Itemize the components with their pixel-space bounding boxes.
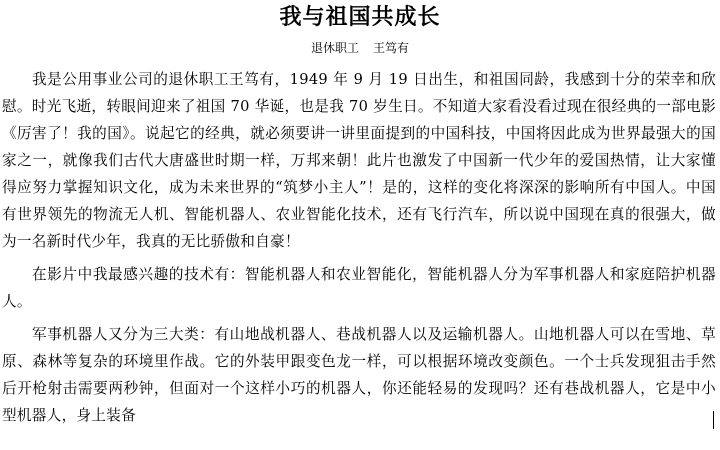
- byline: [0, 40, 720, 56]
- author-role: 退休职工: [310, 41, 359, 55]
- paragraph-military-robots: 军事机器人又分为三大类：有山地战机器人、巷战机器人以及运输机器人。山地机器人可以在雪地、草原、森林等复杂的环境里作战。它的外装甲跟变色龙一样，可以根据环境改变颜色。一个士兵发现狙击手然后开枪射击需要两秒钟，但面对一个这样小巧的机器人，你还能轻易的发现吗？还有巷战机器人，它是中小型机器人，身上装备: [2, 326, 716, 424]
- paragraph-intro: 我是公用事业公司的退休职工王笃有，1949 年 9 月 19 日出生，和祖国同龄，我感到十分的荣幸和欣慰。时光飞逝，转眼间迎来了祖国 70 华诞，也是我 70 岁生日。不知道大家看没看过现在很经典的一部电影《厉害了！我的国》。说起它的经典，就必须要讲一讲里面提到的中国科技，中国将因此成为世界最强大的国家之一，就像我们古代大唐盛世时期一样，万邦来朝！此片也激发了中国新一代少年的爱国热情，让大家懂得应努力掌握知识文化，成为未来世界的“筑梦小主人”！是的，这样的变化将深深的影响所有中国人。中国有世界领先的物流无人机、智能机器人、农业智能化技术，还有飞行汽车，所以说中国现在真的很强大，做为一名新时代少年，我真的无比骄傲和自豪！: [2, 71, 716, 250]
- text-cursor: [713, 411, 714, 429]
- author-name: 王笃有: [373, 41, 410, 55]
- paragraph-interest: 在影片中我最感兴趣的技术有：智能机器人和农业智能化，智能机器人分为军事机器人和家庭陪护机器人。: [2, 266, 716, 310]
- document-title: 我与祖国共成长: [279, 4, 441, 30]
- document-body[interactable]: [0, 66, 720, 429]
